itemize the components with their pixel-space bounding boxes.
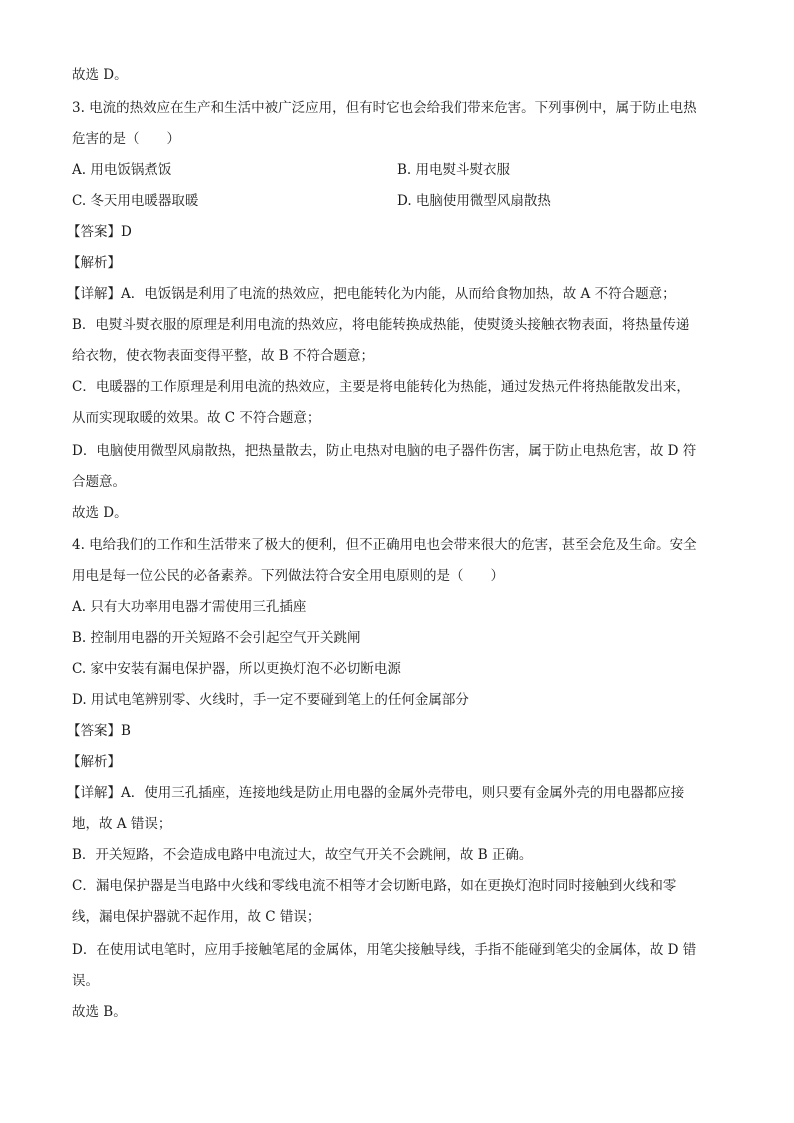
q4-detail-c-line2: 线，漏电保护器就不起作用，故 C 错误；: [72, 909, 321, 925]
q3-detail-a: 【详解】A．电饭锅是利用了电流的热效应，把电能转化为内能，从而给食物加热，故 A 不符合题意；: [67, 286, 676, 302]
q4-detail-d-line2: 误。: [72, 973, 99, 989]
q3-detail-b-line2: 给衣物，使衣物表面变得平整，故 B 不符合题意；: [72, 348, 375, 364]
q4-conclusion: 故选 B。: [72, 1004, 127, 1020]
q3-detail-b-line1: B．电熨斗熨衣服的原理是利用电流的热效应，将电能转换成热能，使熨烫头接触衣物表面，将热量传递: [72, 317, 690, 333]
q3-detail-d-line1: D．电脑使用微型风扇散热，把热量散去，防止电热对电脑的电子器件伤害，属于防止电热危害，故 D 符: [72, 443, 697, 459]
q4-detail-d-line1: D．在使用试电笔时，应用手接触笔尾的金属体，用笔尖接触导线，手指不能碰到笔尖的金属体，故 D 错: [72, 942, 697, 958]
previous-conclusion: 故选 D。: [72, 67, 128, 83]
q4-stem-line2: 用电是每一位公民的必备素养。下列做法符合安全用电原则的是（ ）: [72, 568, 504, 584]
q4-answer: 【答案】B: [67, 723, 131, 739]
q3-detail-d-line2: 合题意。: [72, 474, 126, 490]
q3-stem-line2: 危害的是（ ）: [72, 131, 180, 147]
q3-answer: 【答案】D: [67, 224, 132, 240]
q4-stem-line1: 4. 电给我们的工作和生活带来了极大的便利，但不正确用电也会带来很大的危害，甚至会危及生命。安全: [72, 537, 697, 553]
q4-option-a: A. 只有大功率用电器才需使用三孔插座: [72, 599, 307, 615]
q4-option-b: B. 控制用电器的开关短路不会引起空气开关跳闸: [72, 630, 361, 646]
q3-stem-line1: 3. 电流的热效应在生产和生活中被广泛应用，但有时它也会给我们带来危害。下列事例中，属于防止电热: [72, 100, 697, 116]
q3-option-a: A. 用电饭锅煮饭: [72, 162, 172, 178]
q4-detail-b: B．开关短路，不会造成电路中电流过大，故空气开关不会跳闸，故 B 正确。: [72, 847, 533, 863]
q3-detail-c-line2: 从而实现取暖的效果。故 C 不符合题意；: [72, 410, 321, 426]
q4-option-c: C. 家中安装有漏电保护器，所以更换灯泡不必切断电源: [72, 661, 401, 677]
q4-detail-c-line1: C．漏电保护器是当电路中火线和零线电流不相等才会切断电路，如在更换灯泡时同时接触到火线和零: [72, 878, 677, 894]
q4-analysis-label: 【解析】: [67, 754, 121, 770]
q3-option-d: D. 电脑使用微型风扇散热: [397, 193, 551, 209]
q4-detail-a-line2: 地，故 A 错误；: [72, 816, 172, 832]
q3-option-c: C. 冬天用电暖器取暖: [72, 193, 199, 209]
q4-option-d: D. 用试电笔辨别零、火线时，手一定不要碰到笔上的任何金属部分: [72, 692, 469, 708]
q3-detail-c-line1: C．电暖器的工作原理是利用电流的热效应，主要是将电能转化为热能，通过发热元件将热能散发出来，: [72, 379, 690, 395]
q3-conclusion: 故选 D。: [72, 505, 128, 521]
q4-detail-a-line1: 【详解】A．使用三孔插座，连接地线是防止用电器的金属外壳带电，则只要有金属外壳的用电器都应接: [67, 785, 685, 801]
q3-analysis-label: 【解析】: [67, 255, 121, 271]
q3-option-b: B. 用电熨斗熨衣服: [397, 162, 511, 178]
